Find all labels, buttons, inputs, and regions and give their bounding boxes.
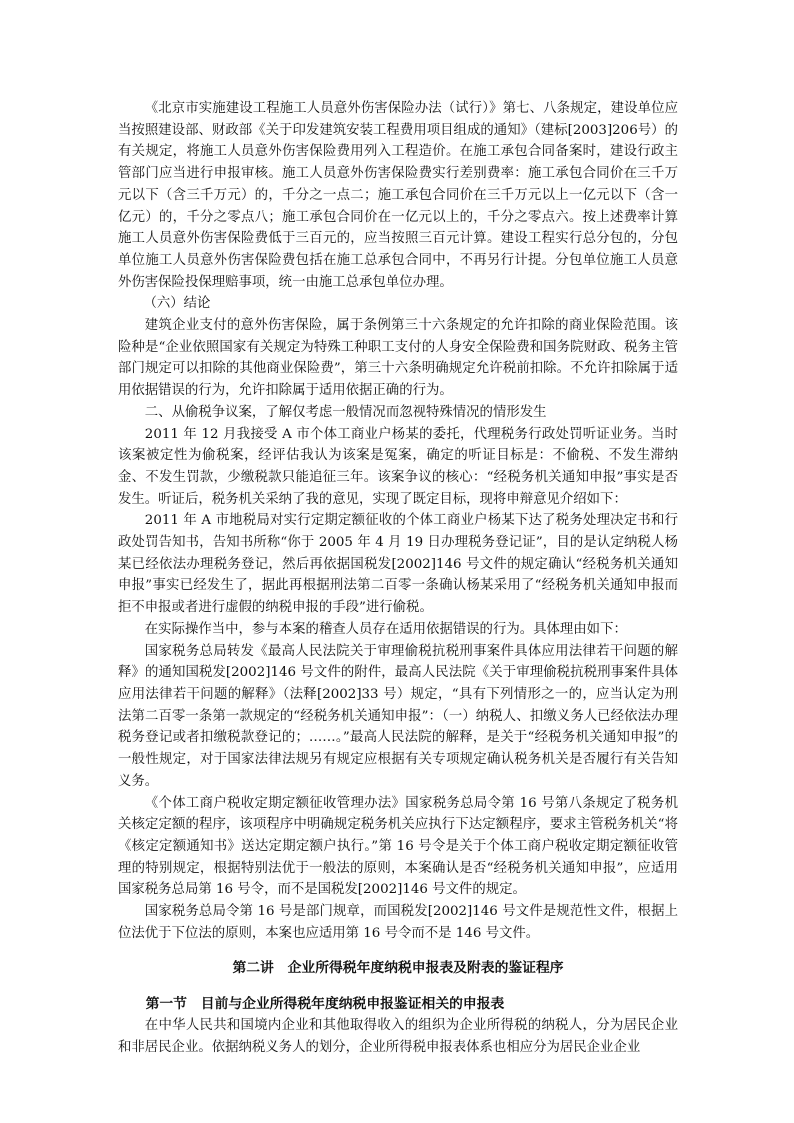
paragraph-court-interpretation: 国家税务总局转发《最高人民法院关于审理偷税抗税刑事案件具体应用法律若干问题的解释》的通知国税发[2002]146 号文件的附件，最高人民法院《关于审理偷税抗税刑事案件具体应用法律若干问题的解释》（法释[2002]33 号）规定，“具有下列情形之一的，应当认定为刑法第二百零一条第一款规定的“经税务机关通知申报”：（一）纳税人、扣缴义务人已经依法办理税务登记或者扣缴税款登记的；……。”最高人民法院的解释，是关于“经税务机关通知申报”的一般性规定，对于国家法律法规另有规定应根据有关专项规定确认税务机关是否履行有关告知义务。 — [118, 643, 678, 789]
paragraph-case-details: 2011 年 A 市地税局对实行定期定额征收的个体工商业户杨某下达了税务处理决定书和行政处罚告知书，告知书所称“你于 2005 年 4 月 19 日办理税务登记证”，目的是认定纳税人杨某已经依法办理税务登记，然后再依据国税发[2002]146 号文件的规定确认“经税务机关通知申报”事实已经发生了，据此再根据刑法第二百零一条确认杨某采用了“经税务机关通知申报而拒不申报或者进行虚假的纳税申报的手段”进行偷税。 — [118, 513, 678, 616]
paragraph-reasons-intro: 在实际操作当中，参与本案的稽查人员存在适用依据错误的行为。具体理由如下： — [144, 621, 627, 637]
paragraph-hierarchy-principle: 国家税务总局令第 16 号是部门规章，而国税发[2002]146 号文件是规范性文件，根据上位法优于下位法的原则，本案也应适用第 16 号令而不是 146 号文件。 — [118, 904, 678, 941]
paragraph-insurance-regulation: 《北京市实施建设工程施工人员意外伤害保险办法（试行）》第七、八条规定，建设单位应当按照建设部、财政部《关于印发建筑安装工程费用项目组成的通知》（建标[2003]206号）的有关规定，将施工人员意外伤害保险费用列入工程造价。在施工承包合同备案时，建设行政主管部门应当进行申报审核。施工人员意外伤害保险费实行差别费率：施工承包合同价在三千万元以下（含三千万元）的，千分之一点二；施工承包合同价在三千万元以上一亿元以下（含一亿元）的，千分之零点八；施工承包合同价在一亿元以上的，千分之零点六。按上述费率计算施工人员意外伤害保险费低于三百元的，应当按照三百元计算。建设工程实行总分包的，分包单位施工人员意外伤害保险费包括在施工总承包合同中，不再另行计提。分包单位施工人员意外伤害保险投保理赔事项，统一由施工总承包单位办理。 — [118, 101, 678, 290]
subheading-tax-dispute: 二、从偷税争议案，了解仅考虑一般情况而忽视特殊情况的情形发生 — [144, 404, 547, 420]
paragraph-conclusion: 建筑企业支付的意外伤害保险，属于条例第三十六条规定的允许扣除的商业保险范围。该险种是“企业依照国家有关规定为特殊工种职工支付的人身安全保险费和国务院财政、税务主管部门规定可以扣除的其他商业保险费”，第三十六条明确规定允许税前扣除。不允许扣除属于适用依据错误的行为，允许扣除属于适用依据正确的行为。 — [118, 318, 678, 399]
section-heading: 第一节 目前与企业所得税年度纳税申报鉴证相关的申报表 — [145, 996, 505, 1013]
document-page — [118, 98, 678, 1059]
paragraph-taxpayers: 在中华人民共和国境内企业和其他取得收入的组织为企业所得税的纳税人，分为居民企业和非居民企业。依据纳税义务人的划分，企业所得税申报表体系也相应分为居民企业企业 — [118, 1018, 678, 1056]
paragraph-case-intro: 2011 年 12 月我接受 A 市个体工商业户杨某的委托，代理税务行政处罚听证业务。当时该案被定性为偷税案，经评估我认为该案是冤案，确定的听证目标是：不偷税、不发生滞纳金、不发生罚款，少缴税款只能追征三年。该案争议的核心：“经税务机关通知申报”事实是否发生。听证后，税务机关采纳了我的意见，实现了既定目标，现将申辩意见介绍如下： — [118, 426, 678, 507]
lecture-heading: 第二讲 企业所得税年度纳税申报表及附表的鉴证程序 — [232, 960, 564, 977]
paragraph-order-16: 《个体工商户税收定期定额征收管理办法》国家税务总局令第 16 号第八条规定了税务机关核定定额的程序，该项程序中明确规定税务机关应执行下达定额程序，要求主管税务机关“将《核定定额通知书》送达定期定额户执行。”第 16 号令是关于个体工商户税收定期定额征收管理的特别规定，根据特别法优于一般法的原则，本案确认是否“经税务机关通知申报”，应适用国家税务总局第 16 号令，而不是国税发[2002]146 号文件的规定。 — [118, 795, 678, 898]
subheading-conclusion: （六）结论 — [143, 296, 211, 312]
